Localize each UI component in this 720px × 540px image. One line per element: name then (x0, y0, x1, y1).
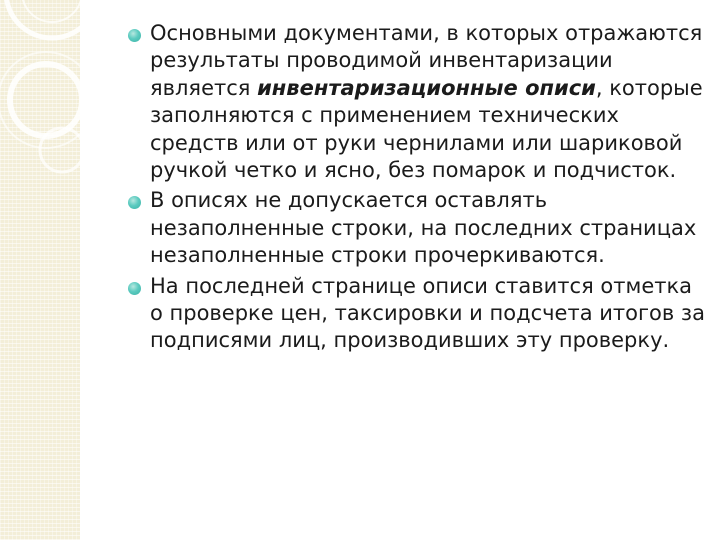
bullet-text: На последней странице описи ставится отметка о проверке цен, таксировки и подсчета итогов за подписями лиц, производивших эту проверку. (150, 273, 705, 353)
bullet-dot-icon (128, 282, 141, 295)
bullet-item (128, 20, 708, 184)
decorative-circles (0, 0, 80, 540)
bullet-item (128, 187, 708, 269)
bullet-text: Основными документами, в которых отражаются результаты проводимой инвентаризации является (150, 21, 703, 100)
bullet-dot-icon (128, 196, 141, 209)
bullet-item (128, 273, 708, 355)
emphasized-term: инвентаризационные описи (257, 75, 596, 100)
decorative-side-band (0, 0, 80, 540)
bullet-dot-icon (128, 29, 141, 42)
bullet-text-continuation: , которые заполняются с применением технических средств или от руки чернилами или шариковой ручкой четко и ясно, без помарок и подчисток. (150, 75, 703, 183)
bullet-text: В описях не допускается оставлять незаполненные строки, на последних страницах незаполненные строки прочеркиваются. (150, 188, 697, 268)
slide-content (128, 20, 708, 358)
bullet-list (128, 20, 708, 355)
